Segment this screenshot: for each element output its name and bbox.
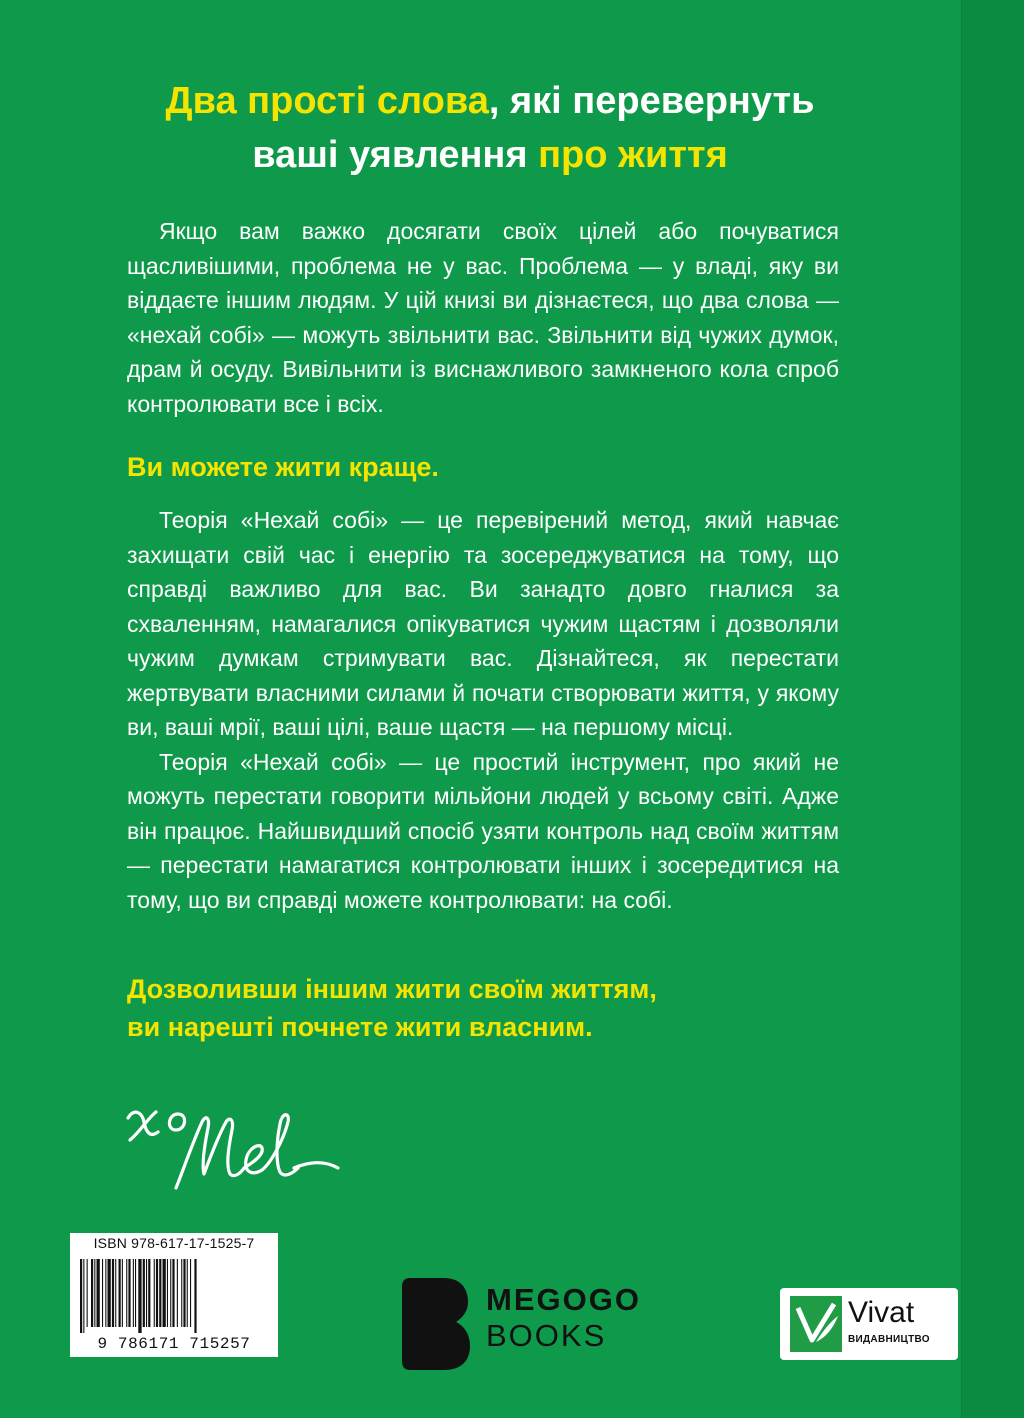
barcode-bar (170, 1259, 171, 1327)
barcode-bar (105, 1259, 106, 1327)
closing-statement (127, 970, 657, 1046)
barcode-bar (102, 1259, 103, 1327)
barcode-bar (112, 1259, 114, 1327)
isbn-label: ISBN 978-617-17-1525-7 (93, 1235, 255, 1251)
headline-yellow-2: про життя (538, 134, 728, 176)
vivat-subtitle: ВИДАВНИЦТВО (848, 1334, 930, 1345)
closing-line-2: ви нарешті почнете жити власним. (127, 1012, 593, 1042)
headline (80, 74, 900, 182)
closing-line-1: Дозволивши іншим жити своїм життям, (127, 974, 657, 1004)
subheading: Ви можете жити краще. (127, 452, 439, 482)
vivat-name: Vivat (848, 1296, 915, 1329)
barcode-bars (80, 1259, 268, 1333)
barcode-bar (143, 1259, 145, 1327)
barcode-bar (87, 1259, 88, 1327)
barcode-bar (156, 1259, 158, 1327)
headline-white-2: ваші уявлення (252, 134, 539, 176)
barcode-bar (138, 1259, 141, 1333)
barcode-bar (83, 1259, 84, 1333)
megogo-wordmark: MEGOGO (486, 1282, 641, 1317)
barcode-bar (94, 1259, 95, 1327)
barcode-bar (187, 1259, 188, 1327)
barcode-bar (148, 1259, 150, 1327)
headline-yellow-1: Два прості слова (165, 80, 489, 122)
books-wordmark: BOOKS (486, 1318, 607, 1353)
book-spine-edge (961, 0, 1024, 1418)
barcode (70, 1233, 278, 1357)
barcode-bar (122, 1259, 123, 1327)
headline-white-1: , які перевернуть (488, 80, 815, 122)
barcode-bar (119, 1259, 121, 1327)
barcode-bar (183, 1259, 185, 1327)
barcode-bar (80, 1259, 82, 1333)
barcode-bar (177, 1259, 178, 1327)
barcode-bar (154, 1259, 155, 1327)
signature (118, 1078, 348, 1213)
signature-image (118, 1078, 348, 1208)
paragraph-2: Теорія «Нехай собі» — це перевірений метод, який навчає захищати свій час і енергію та зосереджуватися на тому, що справді важливо для вас. Ви занадто довго гналися за схваленням, намагалися опікуватися чужим щастям і дозволяли чужим думкам стримувати вас. Дізнайтеся, як перестати жертвувати власними силами й почати створювати життя, у якому ви, ваші мрії, ваші цілі, ваше щастя — на першому місці. (127, 507, 839, 740)
barcode-bar (115, 1259, 116, 1327)
megogo-books-logo (402, 1278, 672, 1370)
barcode-bar (91, 1259, 93, 1327)
barcode-bar (128, 1259, 130, 1327)
barcode-bar (108, 1259, 111, 1327)
barcode-bar (135, 1259, 136, 1327)
barcode-digits: 9 786171 715257 (97, 1335, 251, 1353)
barcode-bar (126, 1259, 127, 1327)
vivat-logo (780, 1288, 958, 1360)
barcode-bar (146, 1259, 147, 1327)
barcode-bar (163, 1259, 166, 1327)
paragraph-3: Теорія «Нехай собі» — це простий інструмент, про який не можуть перестати говорити мільйони людей у всьому світі. Адже він працює. Найшвидший спосіб узяти контроль над своїм життям — перестати намагатися контролювати інших і зосередитися на тому, що ви справді можете контролювати: на собі. (127, 748, 839, 913)
vivat-quill-icon (790, 1296, 842, 1352)
barcode-bar (97, 1259, 100, 1327)
barcode-bar (159, 1259, 161, 1327)
barcode-bar (167, 1259, 168, 1327)
intro-paragraph: Якщо вам важко досягати своїх цілей або почуватися щасливішими, проблема не у вас. Проблема — у владі, яку ви віддаєте іншим людям. У цій книзі ви дізнаєтеся, що два слова — «нехай собі» — можуть звільнити вас. Звільнити від чужих думок, драм й осуду. Вивільнити із виснажливого замкненого кола спроб контролювати все і всіх. (127, 218, 839, 417)
barcode-bar (194, 1259, 196, 1333)
megogo-mark-icon (402, 1278, 470, 1370)
barcode-bar (172, 1259, 174, 1327)
intro-paragraph-block (127, 214, 839, 421)
barcode-bar (133, 1259, 134, 1327)
main-text-block (127, 503, 839, 917)
barcode-bar (190, 1259, 191, 1327)
barcode-bar (181, 1259, 182, 1327)
